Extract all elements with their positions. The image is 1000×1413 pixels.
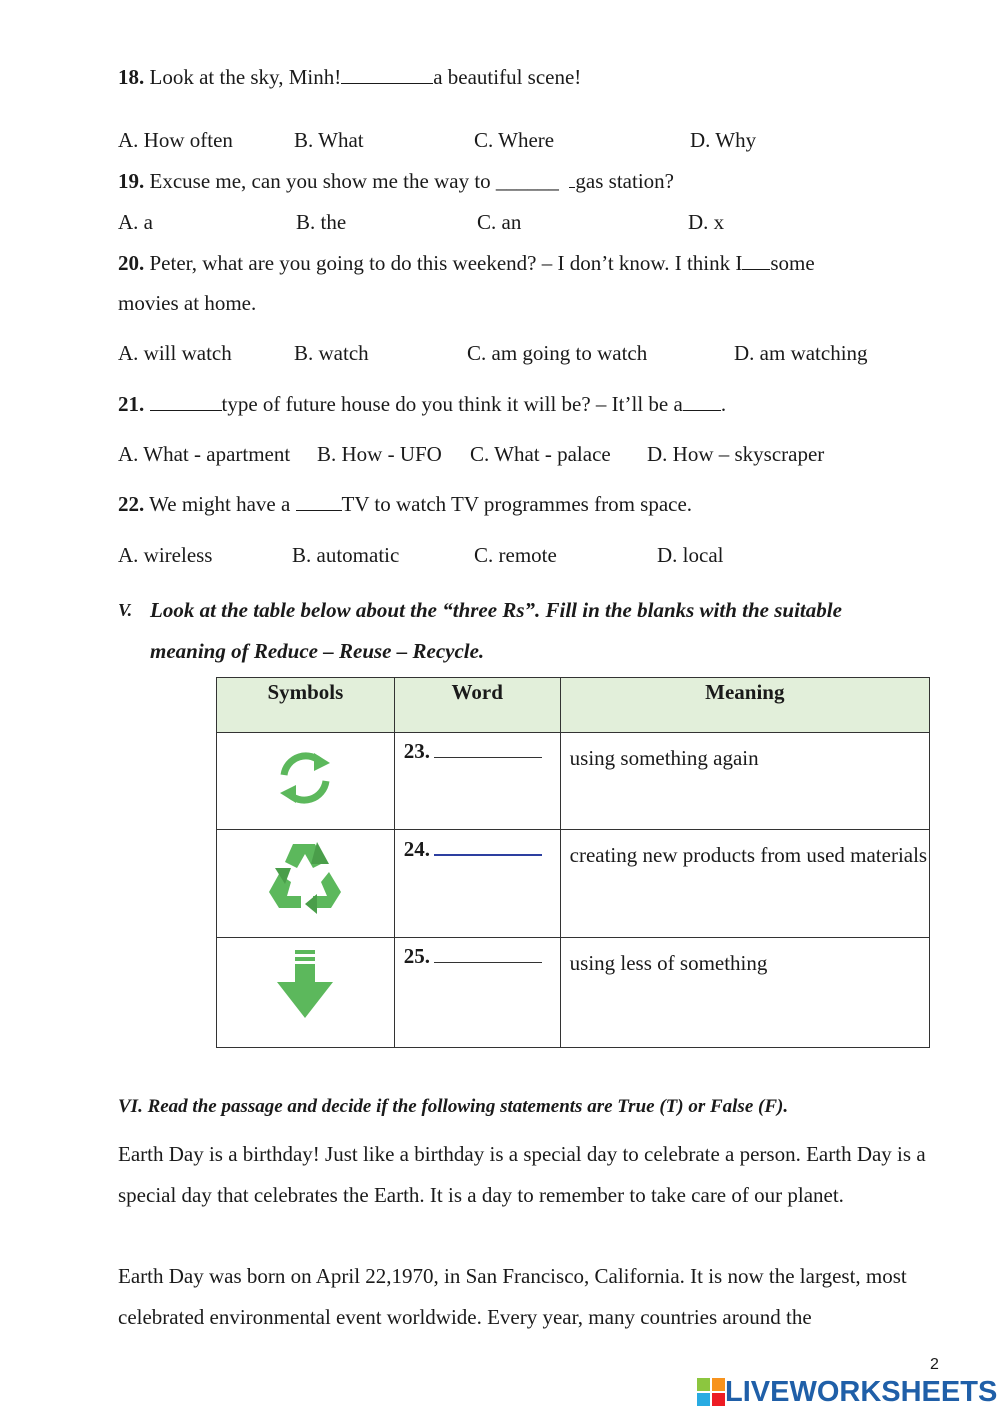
answer-blank[interactable] [683,390,721,411]
option-c: C. an [477,210,522,234]
question-22: 22. We might have a TV to watch TV programmes from space. [118,492,693,516]
option-c: C. am going to watch [467,341,648,365]
liveworksheets-logo-icon [697,1378,725,1406]
answer-blank[interactable] [434,836,542,856]
section-vi-title: VI. Read the passage and decide if the following statements are True (T) or False (F). [118,1096,789,1117]
passage-paragraph-2: Earth Day was born on April 22,1970, in San Francisco, California. It is now the largest, most celebrated environmental event worldwide. Every year, many countries around the [118,1264,907,1329]
option-a: A. a [118,210,153,234]
brand-name: LIVEWORKSHEETS [725,1375,998,1408]
passage-paragraph-1: Earth Day is a birthday! Just like a birthday is a special day to celebrate a person. Earth Day is a special day that celebrates the Earth. It is a day to remember to take care of our planet. [118,1142,926,1207]
table-row [217,733,930,830]
answer-blank[interactable] [341,63,433,84]
option-b: B. watch [294,341,369,365]
section-v-instruction-2: meaning of Reduce – Reuse – Recycle. [150,639,485,663]
page-number: 2 [930,1356,939,1373]
answer-blank[interactable] [296,490,342,511]
word-cell: 24. [394,830,560,938]
option-a: A. wireless [118,543,213,567]
header-symbols: Symbols [217,678,395,733]
reuse-arrows-icon [270,743,340,813]
option-b: B. What [294,128,364,152]
question-20-continued: movies at home. [118,291,257,315]
symbol-cell [217,938,395,1048]
option-a: A. How often [118,128,233,152]
option-a: A. will watch [118,341,232,365]
option-d: D. Why [690,128,757,152]
header-meaning: Meaning [560,678,929,733]
question-20: 20. Peter, what are you going to do this weekend? – I don’t know. I think I some [118,251,815,275]
meaning-cell: using something again [560,733,929,830]
liveworksheets-logo [697,1375,997,1409]
option-d: D. How – skyscraper [647,442,825,466]
option-b: B. How - UFO [317,442,442,466]
option-d: D. local [657,543,724,567]
answer-blank[interactable] [434,739,542,758]
question-19: 19. Excuse me, can you show me the way to ______ gas station? [118,169,674,193]
table-row [217,938,930,1048]
answer-blank[interactable] [434,944,542,963]
meaning-cell: creating new products from used materials [560,830,929,938]
word-cell: 25. [394,938,560,1048]
symbol-cell [217,733,395,830]
section-v-instruction: Look at the table below about the “three Rs”. Fill in the blanks with the suitable [150,598,842,622]
recycle-icon [265,838,345,914]
symbol-cell [217,830,395,938]
option-b: B. the [296,210,347,234]
header-word: Word [394,678,560,733]
option-a: A. What - apartment [118,442,291,466]
option-c: C. remote [474,543,557,567]
table-header-row [217,678,930,733]
option-c: C. What - palace [470,442,611,466]
question-18: 18. Look at the sky, Minh! a beautiful scene! [118,65,582,89]
option-d: D. am watching [734,341,868,365]
option-d: D. x [688,210,725,234]
section-v-numeral: V. [118,600,133,620]
meaning-cell: using less of something [560,938,929,1048]
option-b: B. automatic [292,543,400,567]
answer-blank[interactable] [742,249,770,270]
table-row [217,830,930,938]
question-21: 21. type of future house do you think it will be? – It’ll be a . [118,392,727,416]
reduce-down-arrow-icon [275,948,335,1022]
option-c: C. Where [474,128,555,152]
three-rs-table [216,677,930,1048]
word-cell: 23. [394,733,560,830]
answer-blank[interactable] [150,390,222,411]
